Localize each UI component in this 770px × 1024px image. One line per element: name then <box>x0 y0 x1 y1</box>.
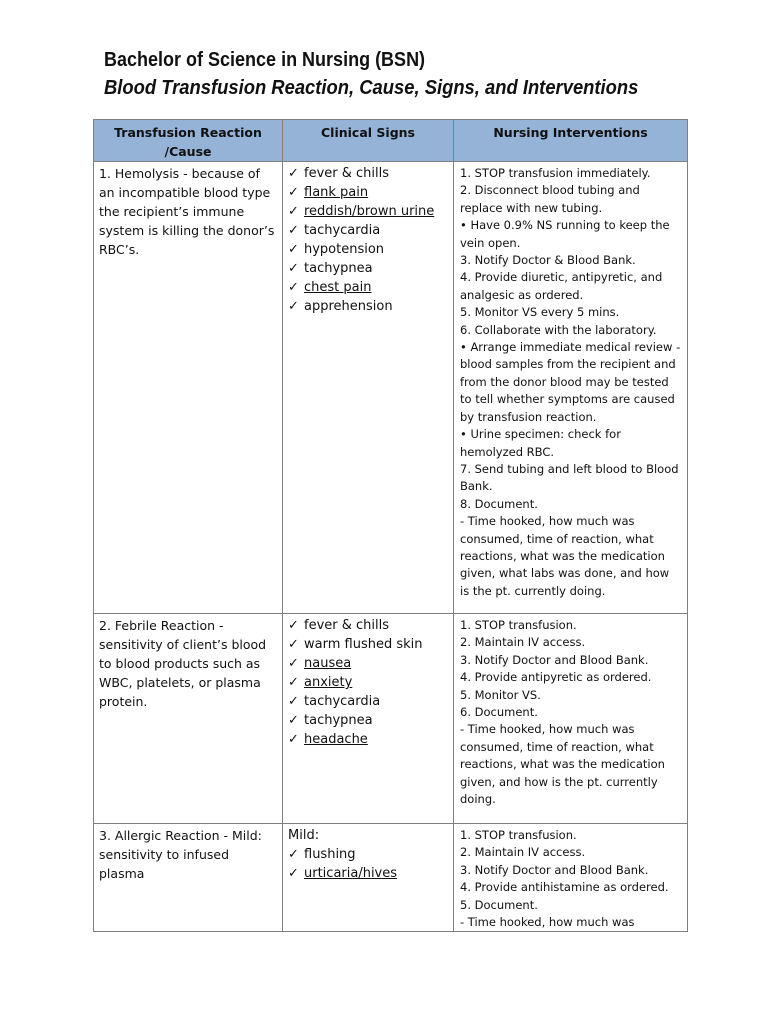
clinical-sign-item <box>288 635 448 654</box>
clinical-sign-text: reddish/brown urine <box>304 204 435 219</box>
clinical-sign-item <box>288 730 448 749</box>
intervention-item: • Arrange immediate medical review - blood samples from the recipient and from the donor blood may be tested to tell whether symptoms are caused by transfusion reaction. <box>460 340 681 424</box>
intervention-item: - Time hooked, how much was consumed, time of reaction, what reactions, what was the medication given, and how is the pt. currently doing. <box>460 722 665 807</box>
clinical-sign-text: hypotension <box>304 242 385 257</box>
clinical-sign-item <box>288 259 448 278</box>
clinical-sign-text: apprehension <box>304 299 393 314</box>
checkmark-icon: ✓ <box>288 656 299 671</box>
intervention-item: 2. Maintain IV access. <box>460 845 586 860</box>
intervention-item: 2. Maintain IV access. <box>460 635 586 650</box>
intervention-item: 3. Notify Doctor and Blood Bank. <box>460 862 649 877</box>
clinical-sign-item <box>288 240 448 259</box>
clinical-signs-cell <box>283 614 454 824</box>
clinical-sign-text: fever & chills <box>304 166 390 181</box>
clinical-sign-text: tachypnea <box>304 261 373 276</box>
intervention-item: • Urine specimen: check for hemolyzed RBC. <box>460 427 621 459</box>
signs-heading: Mild: <box>288 828 320 843</box>
intervention-item: 6. Collaborate with the laboratory. <box>460 322 657 337</box>
clinical-sign-text: warm flushed skin <box>304 637 423 652</box>
checkmark-icon: ✓ <box>288 694 299 709</box>
interventions-cell <box>454 162 688 614</box>
clinical-sign-item <box>288 164 448 183</box>
intervention-item: 8. Document. <box>460 496 538 511</box>
interventions-list <box>460 617 682 808</box>
document-title: Bachelor of Science in Nursing (BSN) <box>104 49 426 71</box>
reaction-cause-cell: 1. Hemolysis - because of an incompatible blood type the recipient’s immune system is killing the donor’s RBC’s. <box>94 162 283 614</box>
clinical-sign-text: flushing <box>304 847 356 862</box>
intervention-item: 1. STOP transfusion. <box>460 618 577 632</box>
intervention-item: 1. STOP transfusion. <box>460 828 577 842</box>
intervention-item: 5. Monitor VS. <box>460 687 541 702</box>
checkmark-icon: ✓ <box>288 185 299 200</box>
checkmark-icon: ✓ <box>288 261 299 276</box>
clinical-sign-text: tachycardia <box>304 223 381 238</box>
intervention-item: 4. Provide diuretic, antipyretic, and analgesic as ordered. <box>460 270 663 302</box>
header-clinical-signs: Clinical Signs <box>283 120 454 162</box>
clinical-sign-item <box>288 654 448 673</box>
reaction-cause-cell: 2. Febrile Reaction - sensitivity of client’s blood to blood products such as WBC, platelets, or plasma protein. <box>94 614 283 824</box>
intervention-item: 2. Disconnect blood tubing and replace with new tubing. <box>460 183 640 215</box>
intervention-item: 4. Provide antihistamine as ordered. <box>460 880 669 895</box>
checkmark-icon: ✓ <box>288 242 299 257</box>
checkmark-icon: ✓ <box>288 866 299 881</box>
clinical-sign-text: flank pain <box>304 185 369 200</box>
checkmark-icon: ✓ <box>288 675 299 690</box>
checkmark-icon: ✓ <box>288 732 299 747</box>
header-reaction-cause: Transfusion Reaction /Cause <box>94 120 283 162</box>
interventions-cell <box>454 824 688 932</box>
checkmark-icon: ✓ <box>288 847 299 862</box>
intervention-item: 1. STOP transfusion immediately. <box>460 166 651 180</box>
clinical-sign-item <box>288 673 448 692</box>
clinical-signs-cell <box>283 824 454 932</box>
checkmark-icon: ✓ <box>288 618 299 633</box>
clinical-sign-item <box>288 278 448 297</box>
intervention-item: 3. Notify Doctor and Blood Bank. <box>460 652 649 667</box>
clinical-sign-text: fever & chills <box>304 618 390 633</box>
clinical-sign-text: chest pain <box>304 280 372 295</box>
clinical-sign-item <box>288 202 448 221</box>
clinical-sign-item <box>288 221 448 240</box>
clinical-sign-item <box>288 692 448 711</box>
clinical-sign-text: nausea <box>304 656 352 671</box>
intervention-item: - Time hooked, how much was consumed, time of reaction, what reactions, what was the medication given, what labs was done, and how is the pt. currently doing. <box>460 514 670 598</box>
clinical-sign-text: tachycardia <box>304 694 381 709</box>
intervention-item: 4. Provide antipyretic as ordered. <box>460 670 652 685</box>
signs-list <box>288 164 448 316</box>
clinical-sign-item <box>288 297 448 316</box>
clinical-sign-item <box>288 183 448 202</box>
table-header-row <box>94 120 688 162</box>
clinical-sign-text: tachypnea <box>304 713 373 728</box>
interventions-list <box>460 165 682 600</box>
signs-list <box>288 845 448 883</box>
checkmark-icon: ✓ <box>288 713 299 728</box>
intervention-item: 3. Notify Doctor & Blood Bank. <box>460 253 636 268</box>
clinical-sign-text: headache <box>304 732 368 747</box>
checkmark-icon: ✓ <box>288 166 299 181</box>
clinical-sign-text: anxiety <box>304 675 353 690</box>
intervention-item: • Have 0.9% NS running to keep the vein open. <box>460 218 670 250</box>
checkmark-icon: ✓ <box>288 204 299 219</box>
document-subtitle: Blood Transfusion Reaction, Cause, Signs, and Interventions <box>104 77 639 99</box>
intervention-item: 5. Document. <box>460 897 538 912</box>
checkmark-icon: ✓ <box>288 280 299 295</box>
intervention-item: 7. Send tubing and left blood to Blood Bank. <box>460 461 679 494</box>
interventions-list <box>460 827 682 931</box>
checkmark-icon: ✓ <box>288 299 299 314</box>
clinical-sign-text: urticaria/hives <box>304 866 398 881</box>
table-row <box>94 824 688 932</box>
reaction-cause-cell: 3. Allergic Reaction - Mild: sensitivity to infused plasma <box>94 824 283 932</box>
table-row <box>94 162 688 614</box>
intervention-item: 6. Document. <box>460 705 538 720</box>
signs-list <box>288 616 448 749</box>
checkmark-icon: ✓ <box>288 637 299 652</box>
interventions-cell <box>454 614 688 824</box>
clinical-signs-cell <box>283 162 454 614</box>
intervention-item: 5. Monitor VS every 5 mins. <box>460 305 620 320</box>
intervention-item: - Time hooked, how much was <box>460 915 635 930</box>
table-row <box>94 614 688 824</box>
clinical-sign-item <box>288 864 448 883</box>
checkmark-icon: ✓ <box>288 223 299 238</box>
clinical-sign-item <box>288 711 448 730</box>
clinical-sign-item <box>288 616 448 635</box>
clinical-sign-item <box>288 845 448 864</box>
transfusion-reaction-table <box>93 119 688 932</box>
header-nursing-interventions: Nursing Interventions <box>454 120 688 162</box>
